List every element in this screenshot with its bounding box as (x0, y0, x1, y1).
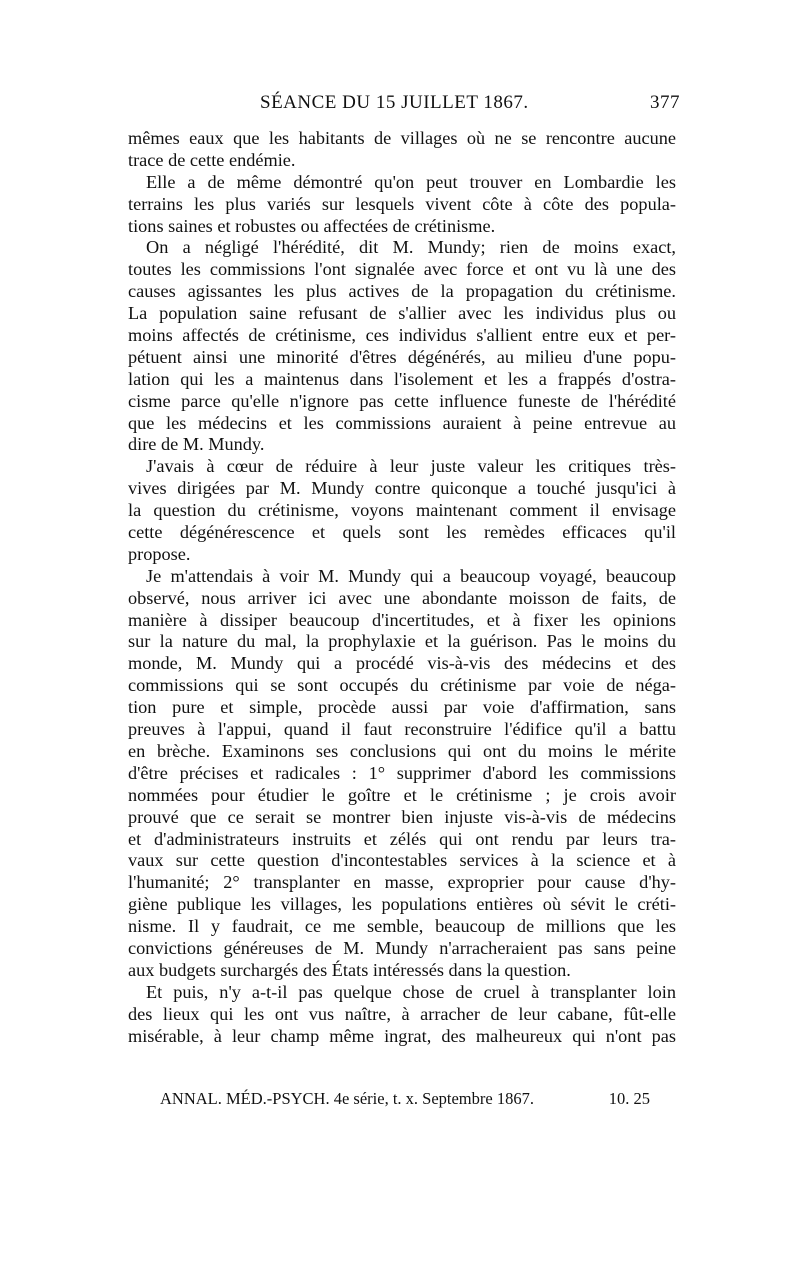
running-title: SÉANCE DU 15 JUILLET 1867. (260, 92, 529, 113)
running-head (120, 92, 680, 118)
body-text (128, 128, 676, 1047)
text-line: observé, nous arriver ici avec une abondante moisson de faits, de (128, 587, 676, 608)
text-line: nommées pour étudier le goître et le crétinisme ; je crois avoir (128, 784, 676, 805)
text-line: propose. (128, 543, 191, 564)
text-line: preuves à l'appui, quand il faut reconstruire l'édifice qu'il a battu (128, 719, 676, 740)
text-line: Et puis, n'y a-t-il pas quelque chose de cruel à transplanter loin (146, 981, 676, 1002)
text-line: lation qui les a maintenus dans l'isolement et les a frappés d'ostra- (128, 368, 676, 389)
text-line: des lieux qui les ont vus naître, à arracher de leur cabane, fût-elle (128, 1003, 676, 1024)
text-line: tion pure et simple, procède aussi par voie d'affirmation, sans (128, 697, 676, 718)
text-line: vaux sur cette question d'incontestables services à la science et à (128, 850, 676, 871)
signature-mark: 10. 25 (608, 1089, 650, 1108)
text-line: l'humanité; 2° transplanter en masse, exproprier pour cause d'hy- (128, 872, 676, 893)
text-line: terrains les plus variés sur lesquels vivent côte à côte des popula- (128, 193, 676, 214)
text-line: moins affectés de crétinisme, ces individus s'allient entre eux et per- (128, 325, 676, 346)
text-line: La population saine refusant de s'allier avec les individus plus ou (128, 303, 676, 324)
text-line: trace de cette endémie. (128, 149, 296, 170)
text-line: monde, M. Mundy qui a procédé vis-à-vis des médecins et des (128, 653, 676, 674)
page-number: 377 (650, 92, 680, 113)
text-line: Elle a de même démontré qu'on peut trouver en Lombardie les (146, 171, 676, 192)
text-line: giène publique les villages, les populations entières où sévit le créti- (128, 894, 676, 915)
text-line: sur la nature du mal, la prophylaxie et la guérison. Pas le moins du (128, 631, 676, 652)
text-line: tions saines et robustes ou affectées de crétinisme. (128, 215, 496, 236)
text-line: causes agissantes les plus actives de la propagation du crétinisme. (128, 281, 676, 302)
text-line: la question du crétinisme, voyons maintenant comment il envisage (128, 500, 676, 521)
footer-citation: ANNAL. MÉD.-PSYCH. 4e série, t. x. Septembre 1867. (160, 1089, 534, 1108)
text-line: Je m'attendais à voir M. Mundy qui a beaucoup voyagé, beaucoup (146, 565, 676, 586)
text-line: On a négligé l'hérédité, dit M. Mundy; rien de moins exact, (146, 237, 676, 258)
text-line: manière à dissiper beaucoup d'incertitudes, et à fixer les opinions (128, 609, 676, 630)
text-line: J'avais à cœur de réduire à leur juste valeur les critiques très- (146, 456, 676, 477)
text-line: toutes les commissions l'ont signalée avec force et ont vu là une des (128, 259, 676, 280)
text-line: convictions généreuses de M. Mundy n'arracheraient pas sans peine (128, 937, 676, 958)
text-line: vives dirigées par M. Mundy contre quiconque a touché jusqu'ici à (128, 478, 676, 499)
text-line: d'être précises et radicales : 1° supprimer d'abord les commissions (128, 762, 676, 783)
text-line: misérable, à leur champ même ingrat, des malheureux qui n'ont pas (128, 1025, 676, 1046)
text-line: et d'administrateurs instruits et zélés qui ont rendu par leurs tra- (128, 828, 676, 849)
text-line: mêmes eaux que les habitants de villages où ne se rencontre aucune (128, 128, 676, 148)
text-line: prouvé que ce serait se montrer bien injuste vis-à-vis de médecins (128, 806, 676, 827)
text-line: cette dégénérescence et quels sont les remèdes efficaces qu'il (128, 522, 676, 543)
text-line: que les médecins et les commissions auraient à peine entrevue au (128, 412, 676, 433)
page-footer (160, 1089, 650, 1111)
text-line: aux budgets surchargés des États intéressés dans la question. (128, 959, 571, 980)
text-line: nisme. Il y faudrait, ce me semble, beaucoup de millions que les (128, 916, 676, 937)
text-line: pétuent ainsi une minorité d'êtres dégénérés, au milieu d'une popu- (128, 346, 676, 367)
text-line: cisme parce qu'elle n'ignore pas cette influence funeste de l'hérédité (128, 390, 676, 411)
text-line: commissions qui se sont occupés du crétinisme par voie de néga- (128, 675, 676, 696)
text-line: dire de M. Mundy. (128, 434, 265, 455)
text-line: en brèche. Examinons ses conclusions qui ont du moins le mérite (128, 740, 676, 761)
